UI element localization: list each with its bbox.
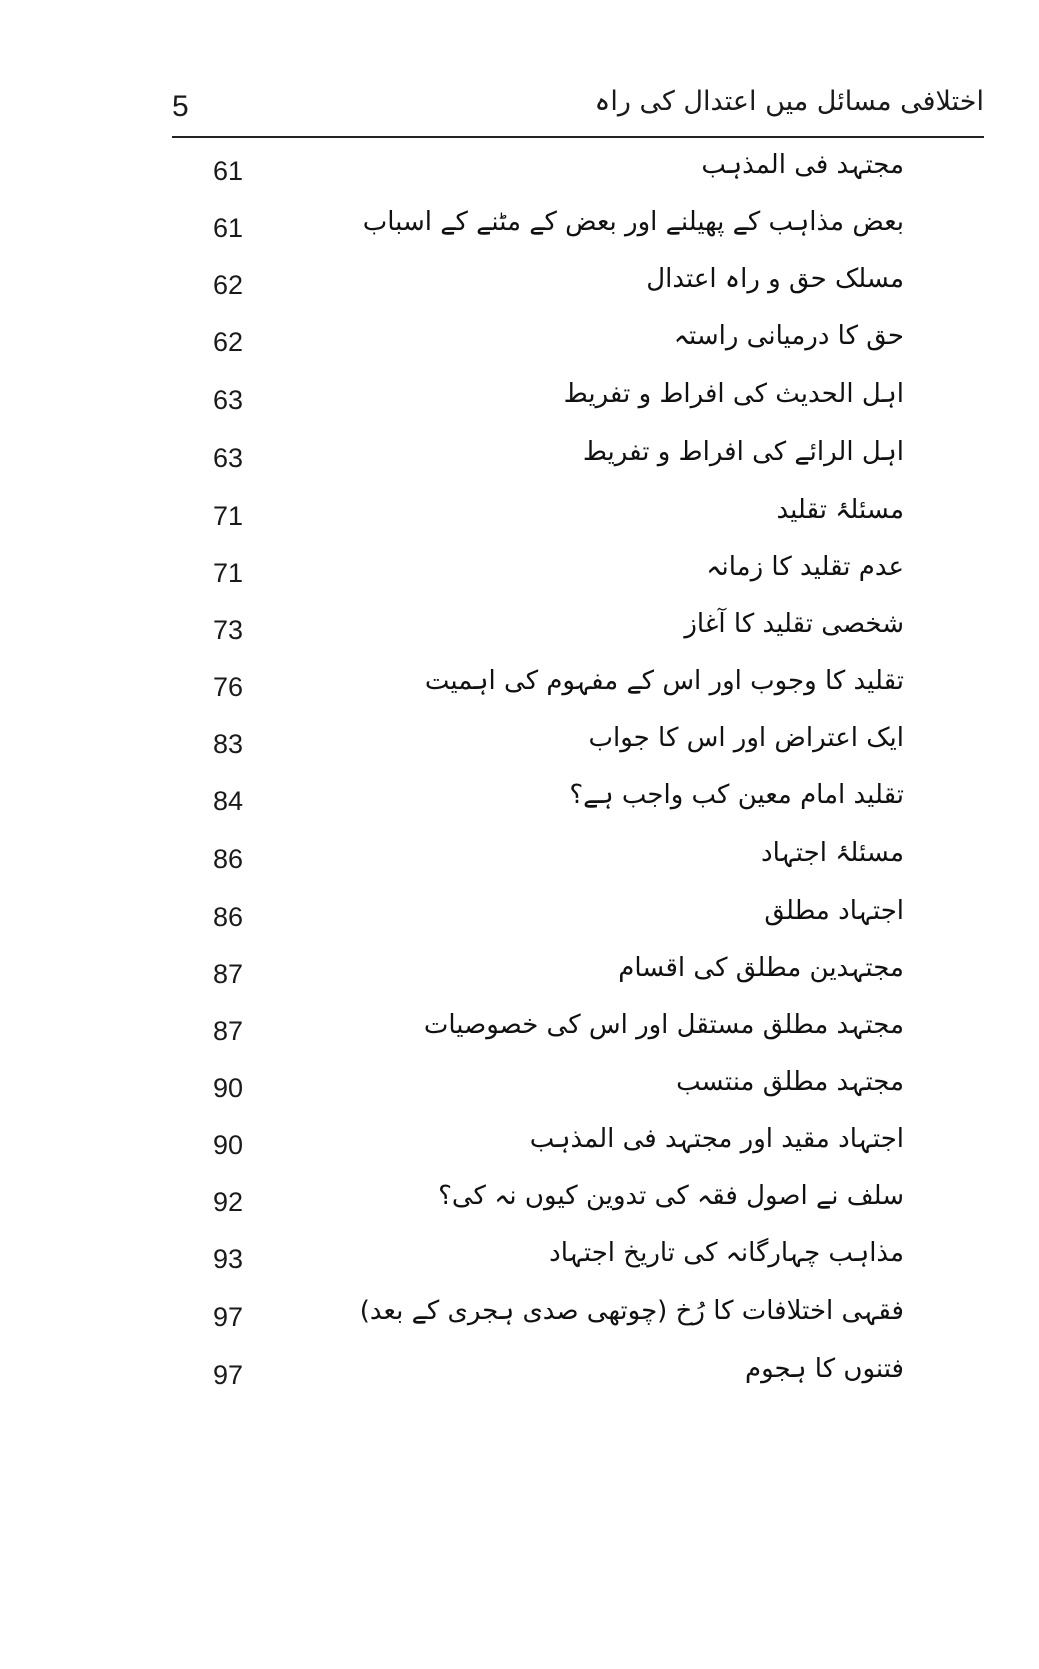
toc-entry xyxy=(0,1350,1039,1406)
toc-entry xyxy=(0,1177,1039,1233)
toc-page-number: 90 xyxy=(213,1073,244,1103)
toc-page-number: 73 xyxy=(213,615,244,645)
toc-title: مجتہد مطلق مستقل اور اس کی خصوصیات xyxy=(423,1010,904,1040)
toc-page-number: 84 xyxy=(213,786,244,816)
page-number: 5 xyxy=(172,90,189,123)
toc-page-number: 83 xyxy=(213,729,244,759)
toc-entry xyxy=(0,719,1039,775)
toc-page-number: 92 xyxy=(213,1187,244,1217)
toc-page-number: 86 xyxy=(213,902,244,932)
toc-title: شخصی تقلید کا آغاز xyxy=(684,609,904,639)
toc-entry xyxy=(0,1120,1039,1176)
toc-entry xyxy=(0,317,1039,373)
toc-page-number: 97 xyxy=(213,1302,244,1332)
toc-title: مجتہد فی المذہب xyxy=(701,150,904,180)
toc-title: اجتہاد مطلق xyxy=(764,896,904,926)
toc-entry xyxy=(0,548,1039,604)
toc-title: اہل الرائے کی افراط و تفریط xyxy=(582,437,904,467)
toc-page-number: 87 xyxy=(213,959,244,989)
toc-page-number: 63 xyxy=(213,385,244,415)
toc-page-number: 63 xyxy=(213,443,244,473)
toc-entry xyxy=(0,491,1039,547)
toc-page-number: 90 xyxy=(213,1130,244,1160)
toc-title: اجتہاد مقید اور مجتہد فی المذہب xyxy=(529,1124,904,1154)
toc-entry xyxy=(0,662,1039,718)
toc-page-number: 87 xyxy=(213,1016,244,1046)
toc-title: مسئلۂ اجتہاد xyxy=(761,838,904,868)
toc-title: مجتہدین مطلق کی اقسام xyxy=(618,953,904,983)
toc-entry xyxy=(0,260,1039,316)
toc-title: مذاہب چہارگانہ کی تاریخ اجتہاد xyxy=(549,1238,904,1268)
toc-title: اہل الحدیث کی افراط و تفریط xyxy=(563,379,904,409)
toc-title: مسلک حق و راہ اعتدال xyxy=(646,264,904,294)
toc-title: بعض مذاہب کے پھیلنے اور بعض کے مٹنے کے اسباب xyxy=(362,207,904,237)
toc-page-number: 76 xyxy=(213,672,244,702)
toc-page-number: 61 xyxy=(213,156,244,186)
toc-title: مسئلۂ تقلید xyxy=(776,495,904,525)
toc-entry xyxy=(0,375,1039,431)
toc-entry xyxy=(0,1234,1039,1290)
header-rule xyxy=(172,136,984,138)
toc-entry xyxy=(0,433,1039,489)
toc-entry xyxy=(0,834,1039,890)
toc-entry xyxy=(0,1063,1039,1119)
toc-title: حق کا درمیانی راستہ xyxy=(673,321,904,351)
page-header xyxy=(172,84,984,134)
toc-entry xyxy=(0,776,1039,832)
toc-entry xyxy=(0,605,1039,661)
toc-title: عدم تقلید کا زمانہ xyxy=(706,552,904,582)
toc-page-number: 62 xyxy=(213,270,244,300)
toc-page-number: 97 xyxy=(213,1360,244,1390)
toc-page-number: 71 xyxy=(213,558,244,588)
running-title: اختلافی مسائل میں اعتدال کی راہ xyxy=(594,86,984,117)
toc-title: تقلید کا وجوب اور اس کے مفہوم کی اہمیت xyxy=(424,666,904,696)
toc-entry xyxy=(0,1292,1039,1348)
toc-page-number: 93 xyxy=(213,1244,244,1274)
toc-page-number: 71 xyxy=(213,501,244,531)
toc-entry xyxy=(0,949,1039,1005)
toc-entry xyxy=(0,1006,1039,1062)
toc-entry xyxy=(0,146,1039,202)
toc-page-number: 61 xyxy=(213,213,244,243)
toc-title: فتنوں کا ہجوم xyxy=(744,1354,904,1384)
toc-entry xyxy=(0,892,1039,948)
toc-title: مجتہد مطلق منتسب xyxy=(676,1067,904,1097)
toc-title: سلف نے اصول فقہ کی تدوین کیوں نہ کی؟ xyxy=(438,1181,904,1211)
toc-title: ایک اعتراض اور اس کا جواب xyxy=(588,723,904,753)
toc-title: فقہی اختلافات کا رُخ (چوتھی صدی ہجری کے بعد) xyxy=(359,1296,904,1326)
toc-page-number: 86 xyxy=(213,844,244,874)
toc-page-number: 62 xyxy=(213,327,244,357)
toc-title: تقلید امام معین کب واجب ہے؟ xyxy=(569,780,904,810)
toc-entry xyxy=(0,203,1039,259)
